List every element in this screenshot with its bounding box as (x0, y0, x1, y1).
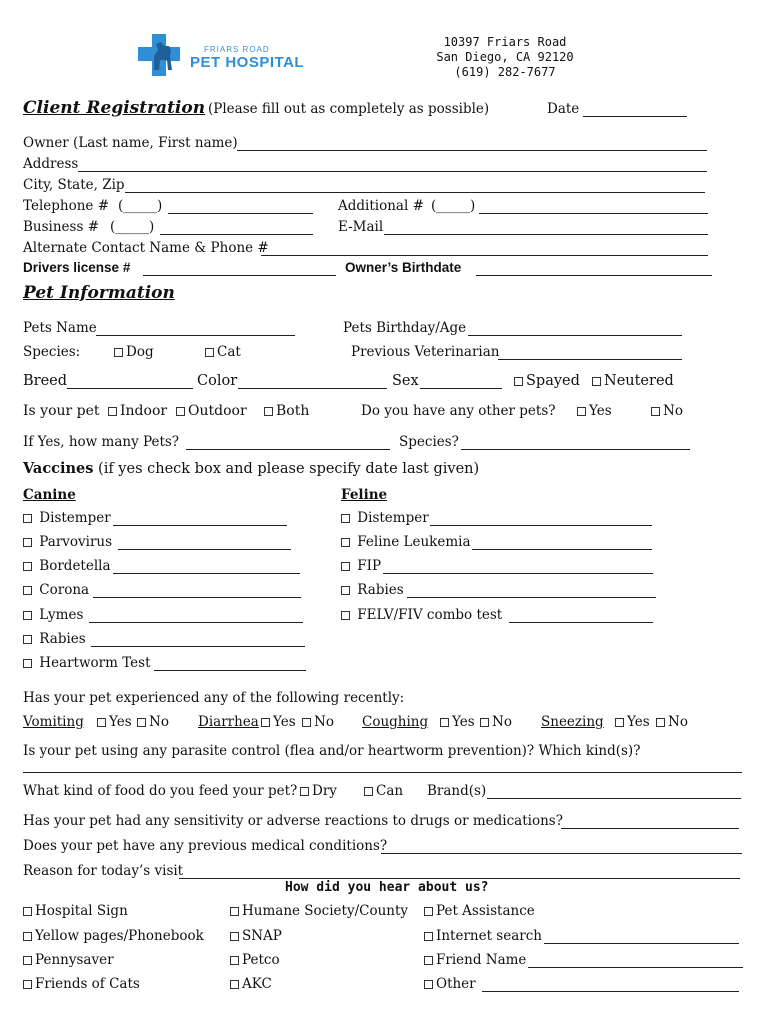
pets-birthday-field[interactable] (468, 335, 682, 336)
canine-bordetella-label: Bordetella (39, 558, 111, 574)
referral-title: How did you hear about us? (285, 880, 489, 895)
sensitivity-question: Has your pet had any sensitivity or adverse reactions to drugs or medications? (23, 813, 563, 829)
spayed-label: Spayed (526, 373, 580, 389)
vomiting-yes-label: Yes (109, 714, 132, 730)
vomiting-no-option[interactable] (137, 714, 169, 730)
additional-area-code: (_____) (431, 198, 476, 214)
vomiting-no-checkbox[interactable] (137, 718, 146, 727)
owner-birthdate-label: Owner’s Birthdate (345, 260, 462, 275)
food-dry-option[interactable] (300, 783, 337, 799)
conditions-question: Does your pet have any previous medical conditions? (23, 838, 388, 854)
canine-corona-date-field[interactable] (93, 597, 301, 598)
cat-label: Cat (217, 344, 241, 360)
other-pets-no-checkbox[interactable] (651, 407, 660, 416)
sneezing-yes-option[interactable] (615, 714, 650, 730)
telephone-label: Telephone # (23, 198, 110, 214)
canine-lymes-date-field[interactable] (89, 622, 303, 623)
species2-label: Species? (399, 434, 459, 450)
hospital-address (420, 35, 590, 80)
coughing-yes-label: Yes (452, 714, 475, 730)
cat-checkbox[interactable] (205, 348, 214, 357)
logo-big-text: PET HOSPITAL (190, 54, 305, 71)
canine-heartworm-date-field[interactable] (154, 670, 306, 671)
dog-option[interactable] (114, 344, 154, 360)
feline-rabies-checkbox[interactable] (341, 586, 350, 595)
business-label: Business # (23, 219, 100, 235)
other-checkbox[interactable] (424, 980, 433, 989)
client-registration-title: Client Registration (23, 98, 206, 118)
conditions-field[interactable] (381, 853, 742, 854)
alternate-contact-label: Alternate Contact Name & Phone # (23, 240, 269, 256)
referral-pet-assistance[interactable] (424, 903, 535, 919)
friend-name-checkbox[interactable] (424, 956, 433, 965)
canine-lymes-label: Lymes (39, 607, 84, 623)
feline-fip-checkbox[interactable] (341, 562, 350, 571)
diarrhea-no-option[interactable] (302, 714, 334, 730)
canine-distemper-date-field[interactable] (113, 525, 287, 526)
drivers-license-label: Drivers license # (23, 260, 131, 275)
other-pets-yes-checkbox[interactable] (577, 407, 586, 416)
both-option[interactable] (264, 403, 309, 419)
other-pets-yes-option[interactable] (577, 403, 612, 419)
parasite-question: Is your pet using any parasite control (flea and/or heartworm prevention)? Which kind(s)? (23, 743, 641, 759)
pet-assistance-label: Pet Assistance (436, 903, 535, 919)
referral-petco[interactable] (230, 952, 280, 968)
feline-felv-checkbox[interactable] (341, 611, 350, 620)
vaccine-item-feline-rabies[interactable] (341, 582, 404, 598)
hospital-sign-label: Hospital Sign (35, 903, 128, 919)
color-field[interactable] (238, 388, 387, 389)
referral-other[interactable] (424, 976, 476, 992)
vomiting-yes-checkbox[interactable] (97, 718, 106, 727)
feline-distemper-label: Distemper (357, 510, 429, 526)
outdoor-option[interactable] (176, 403, 247, 419)
canine-heartworm-label: Heartworm Test (39, 655, 151, 671)
referral-friend-name[interactable] (424, 952, 526, 968)
feline-distemper-date-field[interactable] (430, 525, 652, 526)
address-label: Address (23, 156, 79, 172)
hospital-sign-checkbox[interactable] (23, 907, 32, 916)
telephone-area-code: (_____) (118, 198, 163, 214)
akc-label: AKC (242, 976, 272, 992)
food-can-label: Can (376, 783, 404, 799)
email-label: E-Mail (338, 219, 384, 235)
neutered-label: Neutered (604, 373, 674, 389)
internet-search-label: Internet search (436, 928, 542, 944)
vaccine-item-canine-heartworm[interactable] (23, 655, 151, 671)
date-field[interactable] (583, 116, 687, 117)
breed-label: Breed (23, 373, 68, 389)
vaccines-heading-bold: Vaccines (23, 460, 94, 477)
humane-society-checkbox[interactable] (230, 907, 239, 916)
date-label: Date (547, 101, 580, 117)
indoor-label: Indoor (120, 403, 168, 419)
coughing-no-option[interactable] (480, 714, 512, 730)
symptom-sneezing-label: Sneezing (541, 714, 604, 730)
additional-field[interactable] (479, 213, 708, 214)
feline-leukemia-label: Feline Leukemia (357, 534, 471, 550)
sensitivity-field[interactable] (561, 828, 739, 829)
yellow-pages-checkbox[interactable] (23, 932, 32, 941)
referral-yellow-pages[interactable] (23, 928, 204, 944)
feline-title: Feline (341, 487, 388, 503)
canine-parvovirus-checkbox[interactable] (23, 538, 32, 547)
species-label: Species: (23, 344, 81, 360)
coughing-yes-option[interactable] (440, 714, 475, 730)
sneezing-no-label: No (668, 714, 688, 730)
canine-parvovirus-label: Parvovirus (39, 534, 113, 550)
reason-field[interactable] (179, 878, 740, 879)
owner-field[interactable] (237, 150, 707, 151)
how-many-pets-label: If Yes, how many Pets? (23, 434, 180, 450)
both-label: Both (276, 403, 310, 419)
canine-rabies-checkbox[interactable] (23, 635, 32, 644)
feline-fip-label: FIP (357, 558, 382, 574)
color-label: Color (197, 373, 238, 389)
canine-distemper-checkbox[interactable] (23, 514, 32, 523)
feline-leukemia-date-field[interactable] (472, 549, 652, 550)
is-your-pet-label: Is your pet (23, 403, 100, 419)
feline-rabies-label: Rabies (357, 582, 404, 598)
canine-corona-label: Corona (39, 582, 90, 598)
food-dry-checkbox[interactable] (300, 787, 309, 796)
sneezing-no-checkbox[interactable] (656, 718, 665, 727)
neutered-checkbox[interactable] (592, 377, 601, 386)
symptom-vomiting-label: Vomiting (23, 714, 84, 730)
brands-label: Brand(s) (427, 783, 487, 799)
dog-label: Dog (126, 344, 154, 360)
internet-search-checkbox[interactable] (424, 932, 433, 941)
sex-label: Sex (392, 373, 419, 389)
food-can-option[interactable] (364, 783, 403, 799)
friend-name-field[interactable] (528, 967, 743, 968)
spayed-checkbox[interactable] (514, 377, 523, 386)
city-label: City, State, Zip (23, 177, 125, 193)
canine-bordetella-checkbox[interactable] (23, 562, 32, 571)
telephone-field[interactable] (168, 213, 313, 214)
outdoor-checkbox[interactable] (176, 407, 185, 416)
reason-label: Reason for today’s visit (23, 863, 184, 879)
snap-label: SNAP (242, 928, 282, 944)
logo-small-text: FRIARS ROAD (204, 45, 270, 54)
vaccines-heading-rest: (if yes check box and please specify date last given) (98, 461, 480, 477)
vomiting-no-label: No (149, 714, 169, 730)
feline-felv-label: FELV/FIV combo test (357, 607, 503, 623)
petco-label: Petco (242, 952, 280, 968)
referral-friends-of-cats[interactable] (23, 976, 140, 992)
alternate-contact-field[interactable] (261, 255, 708, 256)
canine-rabies-date-field[interactable] (91, 646, 305, 647)
feline-rabies-date-field[interactable] (407, 597, 656, 598)
how-many-pets-field[interactable] (186, 449, 390, 450)
feline-leukemia-checkbox[interactable] (341, 538, 350, 547)
pennysaver-label: Pennysaver (35, 952, 114, 968)
vaccine-item-feline-fip[interactable] (341, 558, 381, 574)
species2-field[interactable] (461, 449, 690, 450)
symptom-diarrhea-label: Diarrhea (198, 714, 259, 730)
vaccine-item-feline-distemper[interactable] (341, 510, 429, 526)
canine-rabies-label: Rabies (39, 631, 86, 647)
pets-name-label: Pets Name (23, 320, 97, 336)
canine-distemper-label: Distemper (39, 510, 111, 526)
outdoor-label: Outdoor (188, 403, 247, 419)
referral-akc[interactable] (230, 976, 272, 992)
pet-assistance-checkbox[interactable] (424, 907, 433, 916)
referral-hospital-sign[interactable] (23, 903, 128, 919)
vaccines-heading (23, 460, 479, 477)
neutered-option[interactable] (592, 373, 674, 389)
other-pets-no-option[interactable] (651, 403, 683, 419)
vaccine-item-canine-corona[interactable] (23, 582, 89, 598)
symptom-coughing-label: Coughing (362, 714, 429, 730)
canine-parvovirus-date-field[interactable] (118, 549, 291, 550)
other-pets-question: Do you have any other pets? (361, 403, 556, 419)
prev-vet-field[interactable] (498, 359, 682, 360)
business-area-code: (_____) (110, 219, 155, 235)
petco-checkbox[interactable] (230, 956, 239, 965)
other-pets-no-label: No (663, 403, 683, 419)
pets-name-field[interactable] (96, 335, 295, 336)
feline-felv-date-field[interactable] (509, 622, 653, 623)
diarrhea-yes-option[interactable] (261, 714, 296, 730)
yellow-pages-label: Yellow pages/Phonebook (35, 928, 204, 944)
diarrhea-yes-label: Yes (273, 714, 296, 730)
client-registration-subtitle: (Please fill out as completely as possible) (208, 101, 490, 117)
both-checkbox[interactable] (264, 407, 273, 416)
prev-vet-label: Previous Veterinarian (351, 344, 500, 360)
diarrhea-no-label: No (314, 714, 334, 730)
sneezing-yes-checkbox[interactable] (615, 718, 624, 727)
owner-label: Owner (Last name, First name) (23, 135, 238, 151)
address-field[interactable] (78, 171, 707, 172)
vaccine-item-canine-bordetella[interactable] (23, 558, 111, 574)
pets-birthday-label: Pets Birthday/Age (343, 320, 467, 336)
food-can-checkbox[interactable] (364, 787, 373, 796)
pennysaver-checkbox[interactable] (23, 956, 32, 965)
dog-checkbox[interactable] (114, 348, 123, 357)
drivers-license-field[interactable] (143, 275, 336, 276)
referral-pennysaver[interactable] (23, 952, 114, 968)
coughing-no-label: No (492, 714, 512, 730)
pet-information-title: Pet Information (23, 283, 175, 303)
vaccine-item-canine-rabies[interactable] (23, 631, 86, 647)
snap-checkbox[interactable] (230, 932, 239, 941)
diarrhea-no-checkbox[interactable] (302, 718, 311, 727)
cat-option[interactable] (205, 344, 241, 360)
vaccine-item-feline-leukemia[interactable] (341, 534, 471, 550)
indoor-option[interactable] (108, 403, 167, 419)
sneezing-no-option[interactable] (656, 714, 688, 730)
parasite-answer-field[interactable] (23, 772, 742, 773)
vomiting-yes-option[interactable] (97, 714, 132, 730)
indoor-checkbox[interactable] (108, 407, 117, 416)
other-pets-yes-label: Yes (589, 403, 612, 419)
internet-search-field[interactable] (544, 943, 739, 944)
sex-field[interactable] (420, 388, 502, 389)
friends-of-cats-label: Friends of Cats (35, 976, 140, 992)
business-field[interactable] (160, 234, 313, 235)
email-field[interactable] (384, 234, 708, 235)
symptoms-question: Has your pet experienced any of the following recently: (23, 690, 405, 706)
referral-snap[interactable] (230, 928, 282, 944)
city-field[interactable] (125, 192, 705, 193)
vaccine-item-canine-distemper[interactable] (23, 510, 111, 526)
additional-label: Additional # (338, 198, 424, 214)
akc-checkbox[interactable] (230, 980, 239, 989)
spayed-option[interactable] (514, 373, 580, 389)
humane-society-label: Humane Society/County (242, 903, 409, 919)
food-dry-label: Dry (312, 783, 337, 799)
diarrhea-yes-checkbox[interactable] (261, 718, 270, 727)
address-line-1: 10397 Friars Road (443, 35, 567, 49)
vaccine-item-feline-felv[interactable] (341, 607, 502, 623)
hospital-logo (136, 32, 311, 80)
other-label: Other (436, 976, 476, 992)
canine-heartworm-checkbox[interactable] (23, 659, 32, 668)
canine-title: Canine (23, 487, 76, 503)
food-question: What kind of food do you feed your pet? (23, 783, 298, 799)
friends-of-cats-checkbox[interactable] (23, 980, 32, 989)
coughing-no-checkbox[interactable] (480, 718, 489, 727)
feline-fip-date-field[interactable] (383, 573, 653, 574)
vaccine-item-canine-parvovirus[interactable] (23, 534, 112, 550)
referral-internet-search[interactable] (424, 928, 542, 944)
hospital-phone: (619) 282-7677 (454, 65, 556, 79)
owner-birthdate-field[interactable] (476, 275, 712, 276)
coughing-yes-checkbox[interactable] (440, 718, 449, 727)
feline-distemper-checkbox[interactable] (341, 514, 350, 523)
canine-corona-checkbox[interactable] (23, 586, 32, 595)
brands-field[interactable] (487, 798, 741, 799)
referral-humane-society[interactable] (230, 903, 408, 919)
other-field[interactable] (482, 991, 739, 992)
cross-dog-icon (136, 32, 184, 78)
friend-name-label: Friend Name (436, 952, 527, 968)
canine-lymes-checkbox[interactable] (23, 611, 32, 620)
canine-bordetella-date-field[interactable] (113, 573, 300, 574)
vaccine-item-canine-lymes[interactable] (23, 607, 83, 623)
sneezing-yes-label: Yes (627, 714, 650, 730)
breed-field[interactable] (67, 388, 193, 389)
address-line-2: San Diego, CA 92120 (436, 50, 574, 64)
